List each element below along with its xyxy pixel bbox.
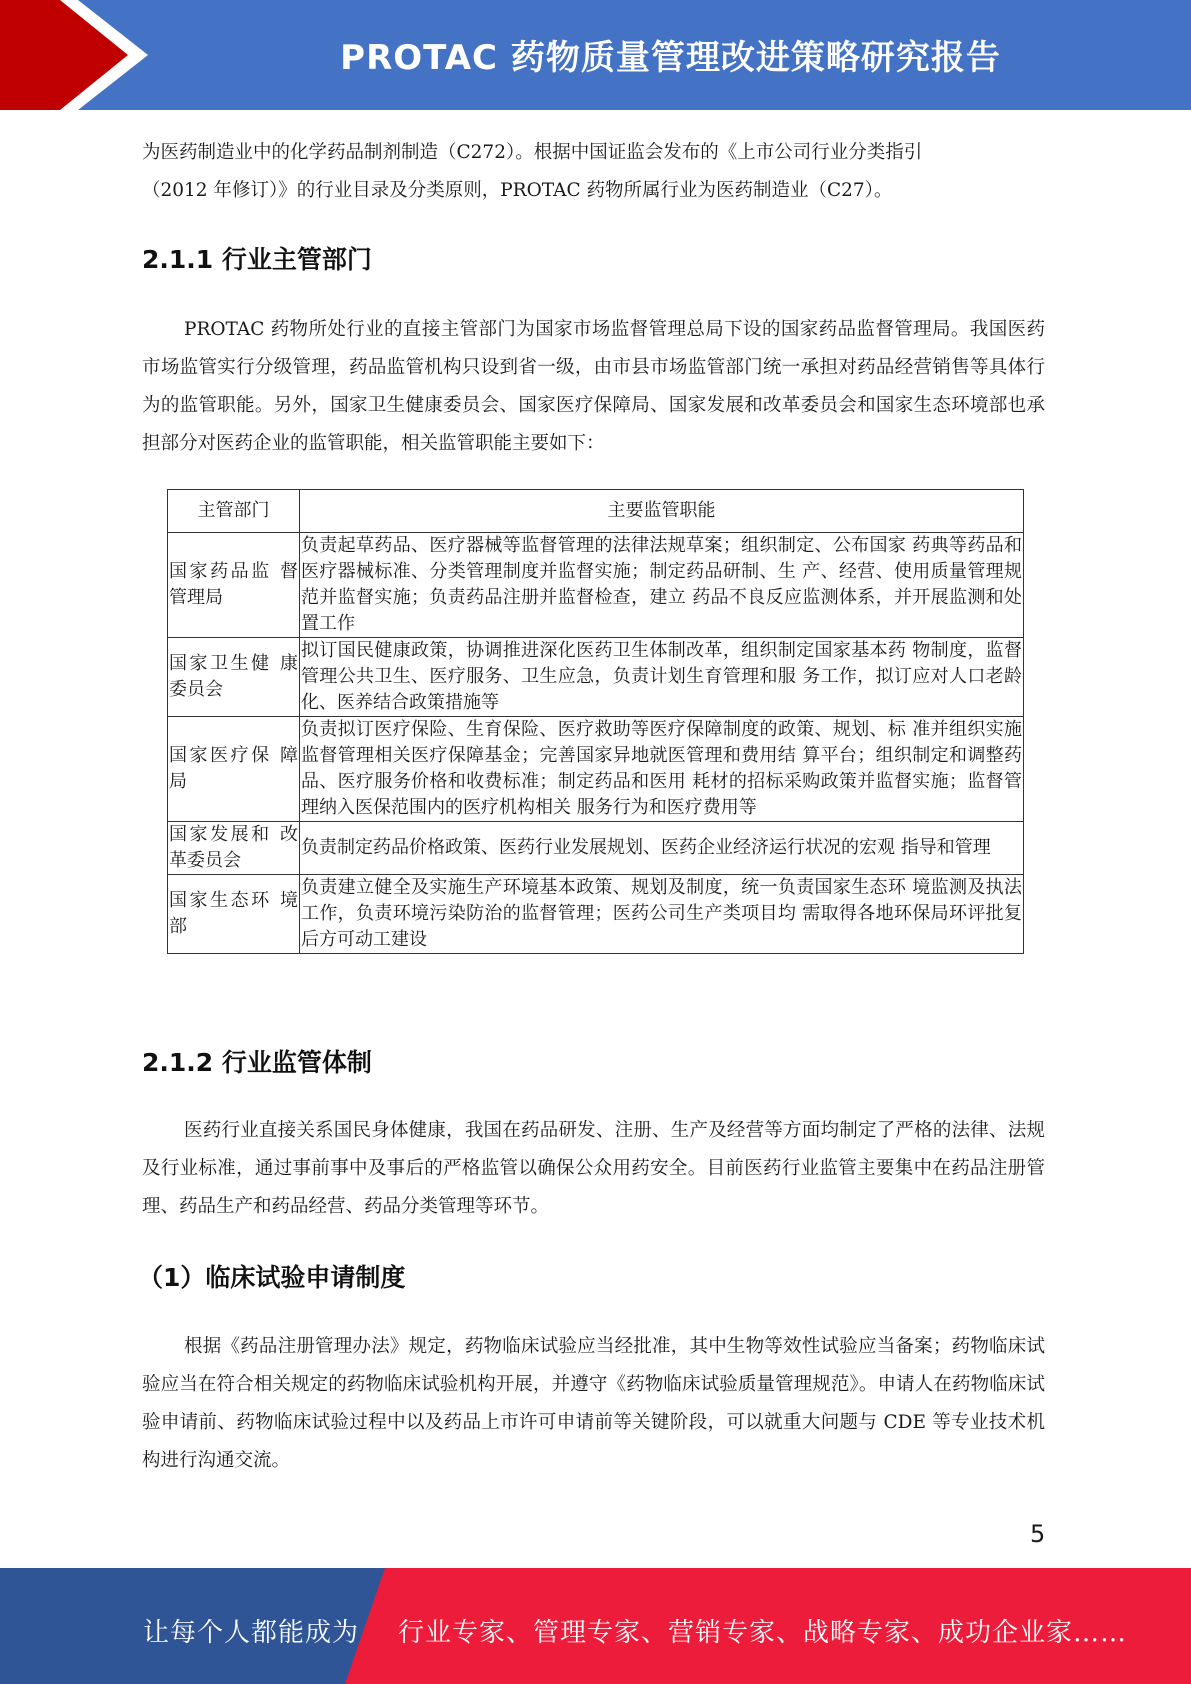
subsection-heading: （1）临床试验申请制度 [138,1263,406,1292]
table-header-row [168,490,1024,533]
dept-cell: 国家药品监 督管理局 [168,533,300,638]
report-title: PROTAC 药物质量管理改进策略研究报告 [340,38,1001,78]
duty-cell: 负责拟订医疗保险、生育保险、医疗救助等医疗保障制度的政策、规划、标 准并组织实施监督管理相关医疗保障基金；完善国家异地就医管理和费用结 算平台；组织制定和调整药品、医疗服务价格和收费标准；制定药品和医用 耗材的招标采购政策并监督实施；监督管理纳入医保范围内的医疗机构相关 服务行为和医疗费用等 [300,717,1024,822]
table-row [168,822,1024,875]
section-2-1-1-body [142,311,1045,463]
dept-cell: 国家生态环 境部 [168,875,300,954]
dept-cell: 国家医疗保 障局 [168,717,300,822]
table-header-cell: 主要监管职能 [300,490,1024,533]
footer-slogan-right: 行业专家、管理专家、营销专家、战略专家、成功企业家…… [398,1618,1128,1648]
table-row [168,717,1024,822]
section-paragraph: 医药行业直接关系国民身体健康，我国在药品研发、注册、生产及经营等方面均制定了严格的法律、法规及行业标准，通过事前事中及事后的严格监管以确保公众用药安全。目前医药行业监管主要集中在药品注册管理、药品生产和药品经营、药品分类管理等环节。 [142,1120,1045,1217]
page-header [0,0,1191,110]
duty-cell: 负责起草药品、医疗器械等监督管理的法律法规草案；组织制定、公布国家 药典等药品和医疗器械标准、分类管理制度并监督实施；制定药品研制、生 产、经营、使用质量管理规范并监督实施；负责药品注册并监督检查，建立 药品不良反应监测体系，并开展监测和处置工作 [300,533,1024,638]
table-row [168,533,1024,638]
page-number: 5 [1030,1520,1046,1548]
table-row [168,875,1024,954]
duty-cell: 负责建立健全及实施生产环境基本政策、规划及制度，统一负责国家生态环 境监测及执法工作，负责环境污染防治的监督管理；医药公司生产类项目均 需取得各地环保局环评批复后方可动工建设 [300,875,1024,954]
section-2-1-2-body [142,1112,1045,1226]
duty-cell: 负责制定药品价格政策、医药行业发展规划、医药企业经济运行状况的宏观 指导和管理 [300,822,1024,875]
section-2-1-2 [142,1043,1045,1079]
intro-line-1: 为医药制造业中的化学药品制剂制造（C272）。根据中国证监会发布的《上市公司行业分类指引 [142,142,923,163]
table-header-cell: 主管部门 [168,490,300,533]
section-1-body [142,1328,1045,1480]
section-heading: 2.1.1 行业主管部门 [142,245,372,274]
section-paragraph: 根据《药品注册管理办法》规定，药物临床试验应当经批准，其中生物等效性试验应当备案；药物临床试验应当在符合相关规定的药物临床试验机构开展，并遵守《药物临床试验质量管理规范》。申请人在药物临床试验申请前、药物临床试验过程中以及药品上市许可申请前等关键阶段，可以就重大问题与 CDE 等专业技术机构进行沟通交流。 [142,1336,1045,1471]
section-paragraph: PROTAC 药物所处行业的直接主管部门为国家市场监督管理总局下设的国家药品监督管理局。我国医药市场监管实行分级管理，药品监管机构只设到省一级，由市县市场监管部门统一承担对药品经营销售等具体行为的监管职能。另外，国家卫生健康委员会、国家医疗保障局、国家发展和改革委员会和国家生态环境部也承担部分对医药企业的监管职能，相关监管职能主要如下： [142,319,1045,454]
section-2-1-1 [142,240,1045,276]
page-footer [0,1568,1191,1684]
section-1 [138,1258,1041,1294]
footer-slogan-left: 让每个人都能成为 [143,1618,360,1648]
section-heading: 2.1.2 行业监管体制 [142,1048,372,1077]
duty-cell: 拟订国民健康政策，协调推进深化医药卫生体制改革，组织制定国家基本药 物制度，监督管理公共卫生、医疗服务、卫生应急，负责计划生育管理和服 务工作，拟订应对人口老龄化、医养结合政策措施等 [300,638,1024,717]
table-row [168,638,1024,717]
intro-paragraph [142,134,1045,210]
dept-cell: 国家卫生健 康委员会 [168,638,300,717]
intro-line-2: （2012 年修订）》的行业目录及分类原则，PROTAC 药物所属行业为医药制造业（C27）。 [142,180,893,201]
dept-cell: 国家发展和 改革委员会 [168,822,300,875]
regulatory-duties-table [167,489,1024,954]
header-chevron-decoration [0,0,150,110]
